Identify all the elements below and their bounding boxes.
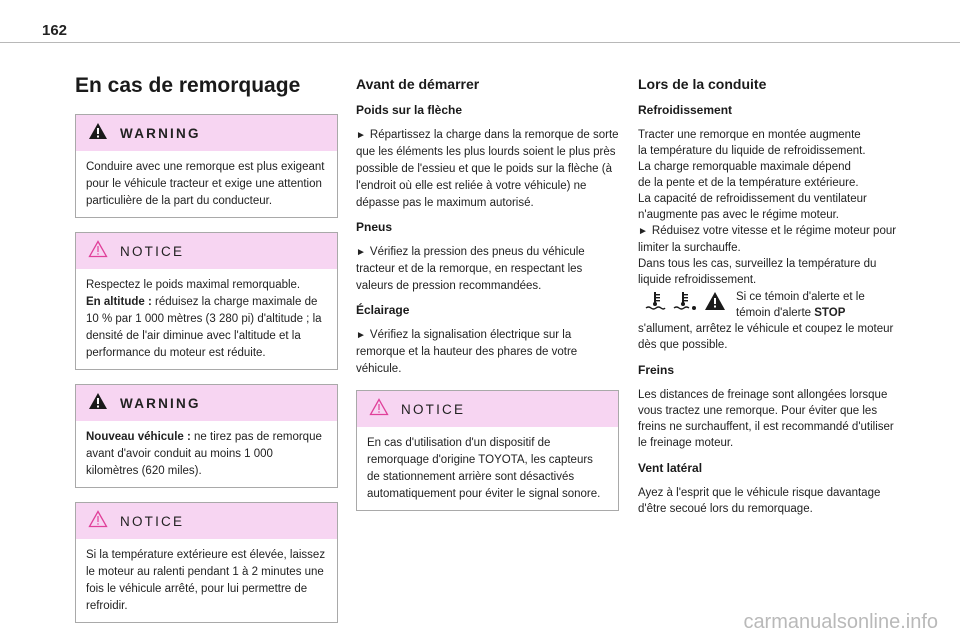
text-line: liquide refroidissement.	[638, 274, 757, 286]
section-title-driving: Lors de la conduite	[638, 76, 767, 92]
arrow-bullet-icon: ►	[356, 330, 366, 341]
subheading-cooling: Refroidissement	[638, 103, 733, 117]
warning-label: WARNING	[120, 395, 201, 411]
notice-label: NOTICE	[401, 401, 466, 417]
text-line: la température du liquide de refroidissement.	[638, 145, 866, 157]
notice-text-2	[86, 294, 327, 362]
warning-box-1	[75, 114, 338, 218]
warning-box-2	[75, 384, 338, 488]
page-title: En cas de remorquage	[75, 74, 301, 97]
subheading-tires: Pneus	[356, 220, 393, 234]
warning-lights-row	[638, 289, 903, 321]
notice-box-body	[76, 539, 337, 622]
warning-triangle-icon	[88, 122, 108, 145]
notice-box-2	[75, 502, 338, 623]
list-item-text: Répartissez la charge dans la remorque de sorte que les éléments les plus lourds soient le plus près possible de l'essieu et que le poids sur la flèche (à l'endroit où elle est reliée à votre véhicule) ne dépasse pas le maximum autorisé.	[356, 129, 619, 209]
brakes-text: Les distances de freinage sont allongées lorsque vous tractez une remorque. Pour éviter que les freins ne surchauffent, il est recommandé d'utiliser le freinage moteur.	[638, 389, 894, 449]
notice-box-header	[357, 391, 618, 427]
text-line: La charge remorquable maximale dépend	[638, 161, 851, 173]
warning-box-body	[76, 421, 337, 487]
altitude-label: En altitude :	[86, 296, 152, 308]
notice-box-1	[75, 232, 338, 370]
warning-lights-icons	[638, 289, 726, 311]
list-item-text: Réduisez votre vitesse et le régime moteur pour limiter la surchauffe.	[638, 225, 897, 254]
stop-instruction: s'allument, arrêtez le véhicule et coupez le moteur dès que possible.	[638, 323, 894, 351]
header-rule	[0, 42, 960, 43]
warning-box-header	[76, 115, 337, 151]
subheading-brakes: Freins	[638, 363, 675, 377]
warning-triangle-icon	[88, 392, 108, 415]
column-right	[638, 62, 903, 525]
watermark: carmanualsonline.info	[743, 611, 938, 633]
cooling-text	[638, 127, 903, 288]
warning-box-body	[76, 151, 337, 217]
alert-triangle-icon	[704, 291, 726, 311]
text-line: Dans tous les cas, surveillez la température du	[638, 258, 877, 270]
notice-label: NOTICE	[120, 513, 185, 529]
notice-triangle-icon	[369, 398, 389, 421]
altitude-text: réduisez la charge maximale de 10 % par 1 000 mètres (3 280 pi) d'altitude ; la densité de l'air diminue avec l'altitude et la performance du moteur est réduite.	[86, 296, 322, 359]
notice-text-1: Respectez le poids maximal remorquable.	[86, 279, 301, 291]
warning-box-header	[76, 385, 337, 421]
notice-box-body	[76, 269, 337, 369]
warning-label: WARNING	[120, 125, 201, 141]
subheading-crosswind: Vent latéral	[638, 461, 703, 475]
coolant-temperature-icon	[644, 291, 666, 311]
notice-box-3	[356, 390, 619, 511]
notice-box-body	[357, 427, 618, 510]
column-left	[75, 62, 338, 623]
arrow-bullet-icon: ►	[638, 226, 648, 237]
subheading-lighting: Éclairage	[356, 303, 410, 317]
tongue-weight-list	[356, 127, 619, 212]
text-line: Tracter une remorque en montée augmente	[638, 129, 861, 141]
text-line: de la pente et de la température extérieure.	[638, 177, 859, 189]
notice-label: NOTICE	[120, 243, 185, 259]
notice-text: En cas d'utilisation d'un dispositif de remorquage d'origine TOYOTA, les capteurs de stationnement arrière sont désactivés automatiquement pour éviter le signal sonore.	[367, 437, 601, 500]
lighting-list	[356, 327, 619, 378]
list-item	[356, 127, 619, 212]
notice-triangle-icon	[88, 240, 108, 263]
warning-text: Conduire avec une remorque est plus exigeant pour le véhicule tracteur et exige une attention particulière de la part du conducteur.	[86, 161, 325, 207]
list-item-text: Vérifiez la pression des pneus du véhicule tracteur et de la remorque, en respectant les valeurs de pression recommandées.	[356, 246, 585, 292]
new-vehicle-text	[86, 429, 327, 480]
coolant-level-icon	[672, 291, 698, 311]
text-line: n'augmente pas avec le régime moteur.	[638, 209, 840, 221]
crosswind-text: Ayez à l'esprit que le véhicule risque davantage d'être secoué lors du remorquage.	[638, 487, 881, 515]
list-item	[356, 244, 619, 295]
notice-box-header	[76, 503, 337, 539]
text-line	[736, 305, 865, 321]
notice-box-header	[76, 233, 337, 269]
stop-label: STOP	[814, 307, 846, 319]
notice-triangle-icon	[88, 510, 108, 533]
column-middle	[356, 62, 619, 511]
page-number: 162	[42, 22, 68, 39]
text-fragment: témoin d'alerte	[736, 307, 815, 319]
list-item-text: Vérifiez la signalisation électrique sur la remorque et la hauteur des phares de votre véhicule.	[356, 329, 578, 375]
new-vehicle-rest: ne tirez pas de remorque avant d'avoir conduit au moins 1 000 kilomètres (620 miles).	[86, 431, 322, 477]
list-item	[638, 223, 903, 256]
section-title-before-start: Avant de démarrer	[356, 76, 480, 92]
text-line: La capacité de refroidissement du ventilateur	[638, 193, 867, 205]
notice-text: Si la température extérieure est élevée, laissez le moteur au ralenti pendant 1 à 2 minutes une fois le véhicule arrêté, pour lui permettre de refroidir.	[86, 549, 326, 612]
list-item	[356, 327, 619, 378]
subheading-tongue-weight: Poids sur la flèche	[356, 103, 463, 117]
warning-lights-text	[736, 289, 865, 321]
arrow-bullet-icon: ►	[356, 247, 366, 258]
arrow-bullet-icon: ►	[356, 130, 366, 141]
text-line: Si ce témoin d'alerte et le	[736, 291, 865, 303]
new-vehicle-label: Nouveau véhicule :	[86, 431, 191, 443]
tires-list	[356, 244, 619, 295]
